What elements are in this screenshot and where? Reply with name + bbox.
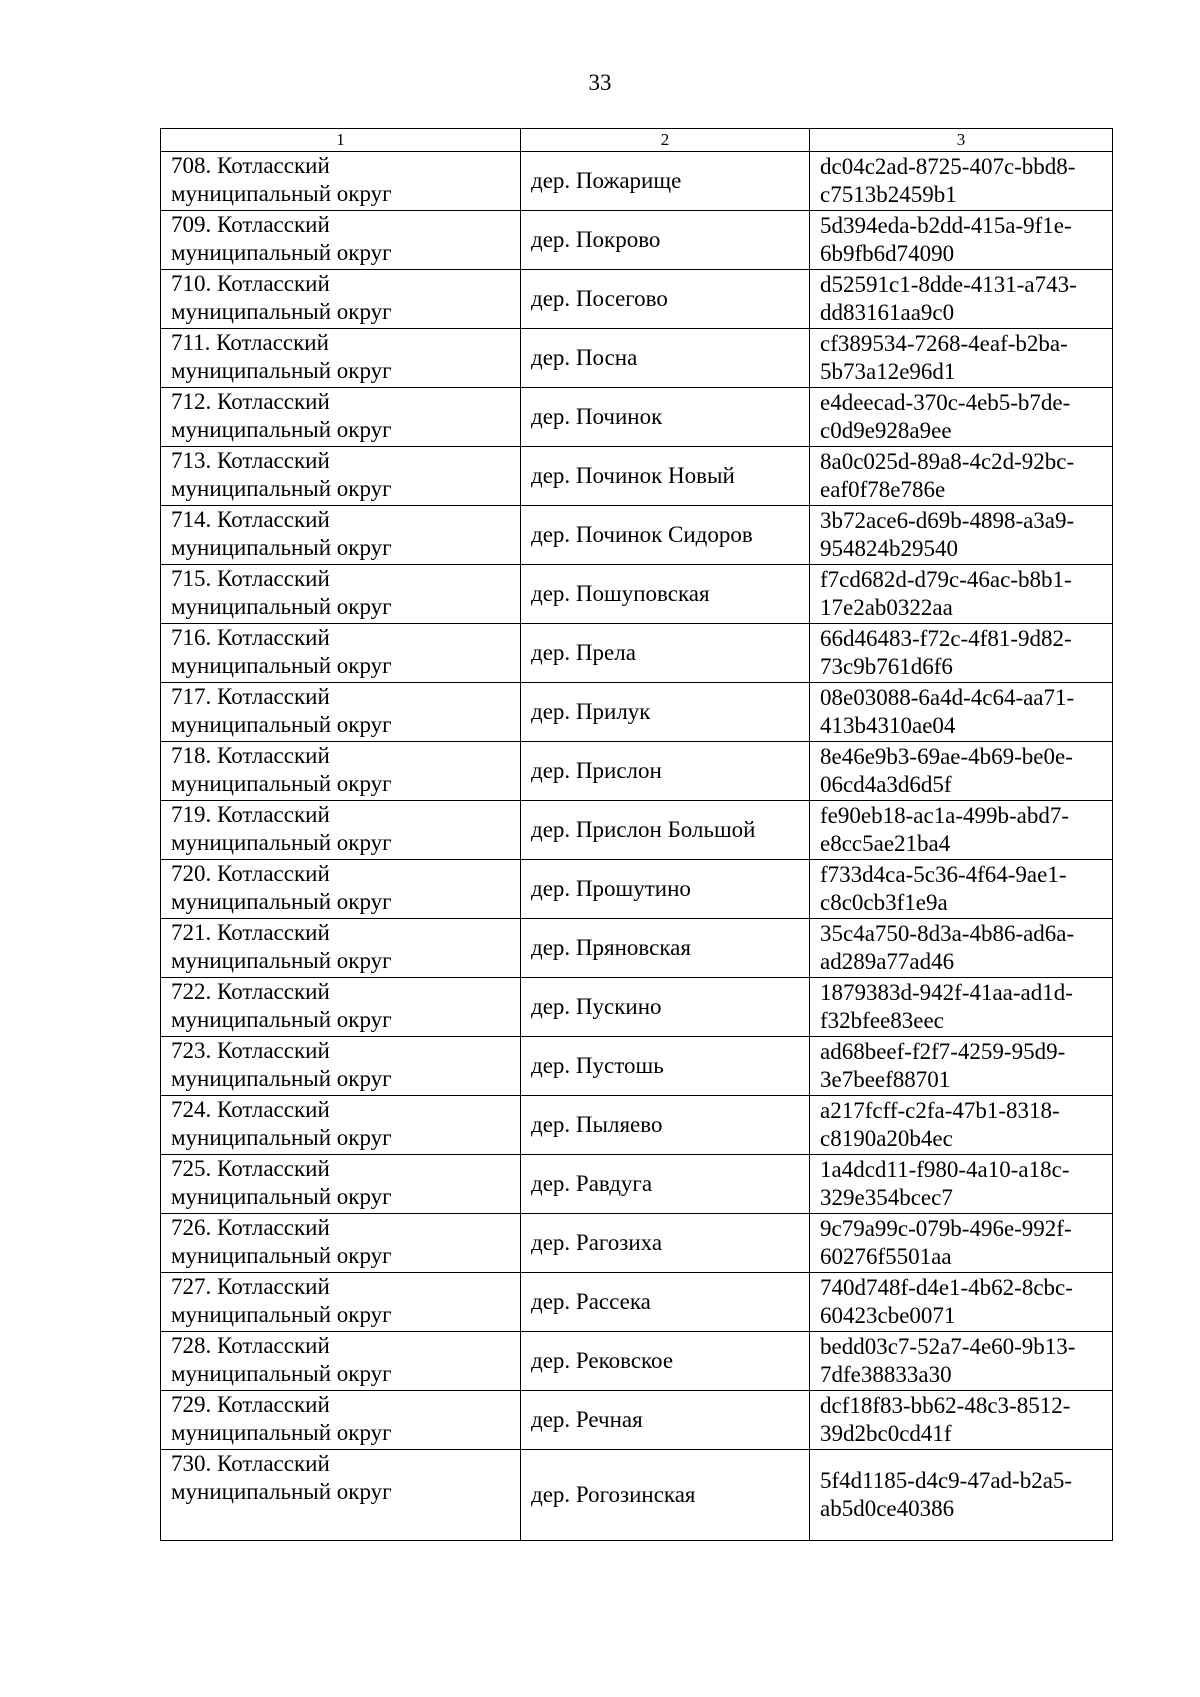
district-type: муниципальный округ: [171, 653, 392, 678]
guid-line-2: 06cd4a3d6d5f: [820, 772, 952, 797]
table-row: [161, 860, 1113, 919]
table-row: [161, 1332, 1113, 1391]
guid-cell: [810, 624, 1113, 683]
guid-line-1: 9c79a99c-079b-496e-992f-: [820, 1216, 1072, 1241]
district-type: муниципальный округ: [171, 712, 392, 737]
district-cell: [161, 329, 521, 388]
guid-cell: [810, 1214, 1113, 1273]
settlement-cell: дер. Речная: [521, 1391, 810, 1450]
district-number-name: 711. Котласский: [171, 330, 329, 355]
district-number-name: 713. Котласский: [171, 448, 330, 473]
guid-line-2: ab5d0ce40386: [820, 1496, 955, 1521]
district-cell: [161, 683, 521, 742]
guid-cell: [810, 860, 1113, 919]
district-number-name: 717. Котласский: [171, 684, 330, 709]
district-number-name: 722. Котласский: [171, 979, 330, 1004]
table-row: [161, 270, 1113, 329]
guid-cell: [810, 270, 1113, 329]
settlement-cell: дер. Починок: [521, 388, 810, 447]
district-type: муниципальный округ: [171, 1361, 392, 1386]
guid-line-2: 60423cbe0071: [820, 1303, 956, 1328]
guid-line-1: 5f4d1185-d4c9-47ad-b2a5-: [820, 1468, 1073, 1493]
table-row: [161, 624, 1113, 683]
guid-line-1: ad68beef-f2f7-4259-95d9-: [820, 1039, 1066, 1064]
district-cell: [161, 1391, 521, 1450]
guid-line-2: c0d9e928a9ee: [820, 418, 952, 443]
district-type: муниципальный округ: [171, 1007, 392, 1032]
guid-cell: [810, 447, 1113, 506]
district-cell: [161, 506, 521, 565]
district-cell: [161, 211, 521, 270]
district-cell: [161, 1332, 521, 1391]
guid-line-1: cf389534-7268-4eaf-b2ba-: [820, 331, 1068, 356]
district-number-name: 719. Котласский: [171, 802, 330, 827]
guid-line-1: d52591c1-8dde-4131-a743-: [820, 272, 1077, 297]
table-row: [161, 1155, 1113, 1214]
guid-line-2: 954824b29540: [820, 536, 958, 561]
guid-line-1: 1879383d-942f-41aa-ad1d-: [820, 980, 1073, 1005]
table-row: [161, 211, 1113, 270]
district-number-name: 727. Котласский: [171, 1274, 330, 1299]
district-number-name: 716. Котласский: [171, 625, 330, 650]
district-cell: [161, 1037, 521, 1096]
district-cell: [161, 1096, 521, 1155]
guid-line-2: 60276f5501aa: [820, 1244, 952, 1269]
district-cell: [161, 1273, 521, 1332]
district-number-name: 714. Котласский: [171, 507, 330, 532]
table-row: [161, 1391, 1113, 1450]
guid-line-1: 5d394eda-b2dd-415a-9f1e-: [820, 213, 1072, 238]
guid-cell: [810, 742, 1113, 801]
district-cell: [161, 978, 521, 1037]
settlement-cell: дер. Рогозинская: [521, 1450, 810, 1541]
settlement-cell: дер. Рековское: [521, 1332, 810, 1391]
guid-cell: [810, 1450, 1113, 1541]
column-header-1: 1: [161, 129, 521, 152]
guid-line-2: 7dfe38833a30: [820, 1362, 952, 1387]
district-number-name: 728. Котласский: [171, 1333, 330, 1358]
district-cell: [161, 1450, 521, 1541]
district-cell: [161, 1155, 521, 1214]
settlements-table: [160, 128, 1113, 1541]
guid-line-1: 08e03088-6a4d-4c64-aa71-: [820, 685, 1075, 710]
district-number-name: 715. Котласский: [171, 566, 330, 591]
district-number-name: 723. Котласский: [171, 1038, 330, 1063]
table-row: [161, 919, 1113, 978]
guid-line-2: c8c0cb3f1e9a: [820, 890, 948, 915]
table-row: [161, 801, 1113, 860]
district-number-name: 721. Котласский: [171, 920, 330, 945]
guid-cell: [810, 978, 1113, 1037]
guid-cell: [810, 1332, 1113, 1391]
settlement-cell: дер. Равдуга: [521, 1155, 810, 1214]
settlement-cell: дер. Пустошь: [521, 1037, 810, 1096]
district-number-name: 720. Котласский: [171, 861, 330, 886]
guid-cell: [810, 1273, 1113, 1332]
district-cell: [161, 565, 521, 624]
guid-line-1: 8e46e9b3-69ae-4b69-be0e-: [820, 744, 1073, 769]
settlement-cell: дер. Пряновская: [521, 919, 810, 978]
guid-line-2: 413b4310ae04: [820, 713, 956, 738]
guid-line-2: ad289a77ad46: [820, 949, 955, 974]
district-type: муниципальный округ: [171, 1125, 392, 1150]
guid-line-1: f7cd682d-d79c-46ac-b8b1-: [820, 567, 1072, 592]
guid-line-1: f733d4ca-5c36-4f64-9ae1-: [820, 862, 1067, 887]
table-row: [161, 1096, 1113, 1155]
district-cell: [161, 388, 521, 447]
table-row: [161, 1450, 1113, 1541]
guid-line-2: 39d2bc0cd41f: [820, 1421, 952, 1446]
district-type: муниципальный округ: [171, 299, 392, 324]
guid-line-1: bedd03c7-52a7-4e60-9b13-: [820, 1334, 1076, 1359]
table-row: [161, 506, 1113, 565]
settlement-cell: дер. Пускино: [521, 978, 810, 1037]
guid-cell: [810, 1037, 1113, 1096]
district-cell: [161, 270, 521, 329]
district-cell: [161, 860, 521, 919]
district-type: муниципальный округ: [171, 594, 392, 619]
district-type: муниципальный округ: [171, 1066, 392, 1091]
settlement-cell: дер. Рагозиха: [521, 1214, 810, 1273]
district-number-name: 726. Котласский: [171, 1215, 330, 1240]
settlement-cell: дер. Посегово: [521, 270, 810, 329]
guid-line-1: 8a0c025d-89a8-4c2d-92bc-: [820, 449, 1075, 474]
guid-line-2: 73c9b761d6f6: [820, 654, 953, 679]
guid-line-2: e8cc5ae21ba4: [820, 831, 951, 856]
district-cell: [161, 152, 521, 211]
table-header-row: [161, 129, 1113, 152]
district-type: муниципальный округ: [171, 1243, 392, 1268]
column-header-2: 2: [521, 129, 810, 152]
district-number-name: 729. Котласский: [171, 1392, 330, 1417]
guid-line-2: 3e7beef88701: [820, 1067, 951, 1092]
guid-line-2: 329e354bcec7: [820, 1185, 953, 1210]
guid-cell: [810, 1096, 1113, 1155]
settlement-cell: дер. Прислон Большой: [521, 801, 810, 860]
guid-line-1: 66d46483-f72c-4f81-9d82-: [820, 626, 1072, 651]
settlement-cell: дер. Покрово: [521, 211, 810, 270]
page-number: 33: [588, 70, 612, 95]
district-type: муниципальный округ: [171, 1184, 392, 1209]
guid-cell: [810, 1391, 1113, 1450]
table-row: [161, 565, 1113, 624]
guid-line-2: c8190a20b4ec: [820, 1126, 953, 1151]
settlement-cell: дер. Прилук: [521, 683, 810, 742]
guid-line-1: fe90eb18-ac1a-499b-abd7-: [820, 803, 1070, 828]
guid-line-1: 740d748f-d4e1-4b62-8cbc-: [820, 1275, 1073, 1300]
guid-cell: [810, 506, 1113, 565]
district-type: муниципальный округ: [171, 417, 392, 442]
guid-line-2: 6b9fb6d74090: [820, 241, 955, 266]
guid-line-2: dd83161aa9c0: [820, 300, 955, 325]
guid-cell: [810, 152, 1113, 211]
district-number-name: 730. Котласский: [171, 1451, 330, 1476]
settlement-cell: дер. Посна: [521, 329, 810, 388]
settlement-cell: дер. Пошуповская: [521, 565, 810, 624]
district-cell: [161, 919, 521, 978]
district-number-name: 712. Котласский: [171, 389, 330, 414]
guid-line-2: 17e2ab0322aa: [820, 595, 953, 620]
district-type: муниципальный округ: [171, 476, 392, 501]
settlement-cell: дер. Прошутино: [521, 860, 810, 919]
guid-line-1: 1a4dcd11-f980-4a10-a18c-: [820, 1157, 1070, 1182]
column-header-3: 3: [810, 129, 1113, 152]
district-cell: [161, 742, 521, 801]
district-number-name: 724. Котласский: [171, 1097, 330, 1122]
guid-line-2: 5b73a12e96d1: [820, 359, 956, 384]
district-type: муниципальный округ: [171, 1420, 392, 1445]
guid-cell: [810, 801, 1113, 860]
settlement-cell: дер. Починок Сидоров: [521, 506, 810, 565]
table-row: [161, 742, 1113, 801]
guid-line-2: eaf0f78e786e: [820, 477, 946, 502]
district-type: муниципальный округ: [171, 535, 392, 560]
settlement-cell: дер. Пожарище: [521, 152, 810, 211]
district-number-name: 718. Котласский: [171, 743, 330, 768]
district-type: муниципальный округ: [171, 771, 392, 796]
district-type: муниципальный округ: [171, 181, 392, 206]
guid-line-2: f32bfee83eec: [820, 1008, 944, 1033]
settlement-cell: дер. Прела: [521, 624, 810, 683]
settlement-cell: дер. Пыляево: [521, 1096, 810, 1155]
district-cell: [161, 801, 521, 860]
guid-cell: [810, 1155, 1113, 1214]
district-cell: [161, 624, 521, 683]
district-type: муниципальный округ: [171, 889, 392, 914]
district-type: муниципальный округ: [171, 948, 392, 973]
district-number-name: 709. Котласский: [171, 212, 330, 237]
guid-line-2: c7513b2459b1: [820, 182, 957, 207]
guid-cell: [810, 683, 1113, 742]
guid-line-1: dcf18f83-bb62-48c3-8512-: [820, 1393, 1071, 1418]
guid-cell: [810, 565, 1113, 624]
district-cell: [161, 447, 521, 506]
guid-line-1: a217fcff-c2fa-47b1-8318-: [820, 1098, 1060, 1123]
district-number-name: 708. Котласский: [171, 153, 330, 178]
district-number-name: 725. Котласский: [171, 1156, 330, 1181]
table-row: [161, 447, 1113, 506]
district-type: муниципальный округ: [171, 1479, 392, 1504]
guid-cell: [810, 211, 1113, 270]
settlement-cell: дер. Рассека: [521, 1273, 810, 1332]
table-row: [161, 1037, 1113, 1096]
guid-line-1: dc04c2ad-8725-407c-bbd8-: [820, 154, 1076, 179]
guid-cell: [810, 329, 1113, 388]
table-row: [161, 1273, 1113, 1332]
district-type: муниципальный округ: [171, 1302, 392, 1327]
guid-line-1: e4deecad-370c-4eb5-b7de-: [820, 390, 1071, 415]
district-type: муниципальный округ: [171, 830, 392, 855]
district-type: муниципальный округ: [171, 358, 392, 383]
table-row: [161, 329, 1113, 388]
guid-line-1: 3b72ace6-d69b-4898-a3a9-: [820, 508, 1075, 533]
settlement-cell: дер. Починок Новый: [521, 447, 810, 506]
settlement-cell: дер. Прислон: [521, 742, 810, 801]
district-number-name: 710. Котласский: [171, 271, 330, 296]
table-body: [161, 152, 1113, 1541]
table-row: [161, 1214, 1113, 1273]
guid-line-1: 35c4a750-8d3a-4b86-ad6a-: [820, 921, 1075, 946]
district-cell: [161, 1214, 521, 1273]
table-row: [161, 978, 1113, 1037]
guid-cell: [810, 388, 1113, 447]
district-type: муниципальный округ: [171, 240, 392, 265]
table-row: [161, 683, 1113, 742]
guid-cell: [810, 919, 1113, 978]
table-row: [161, 152, 1113, 211]
table-row: [161, 388, 1113, 447]
